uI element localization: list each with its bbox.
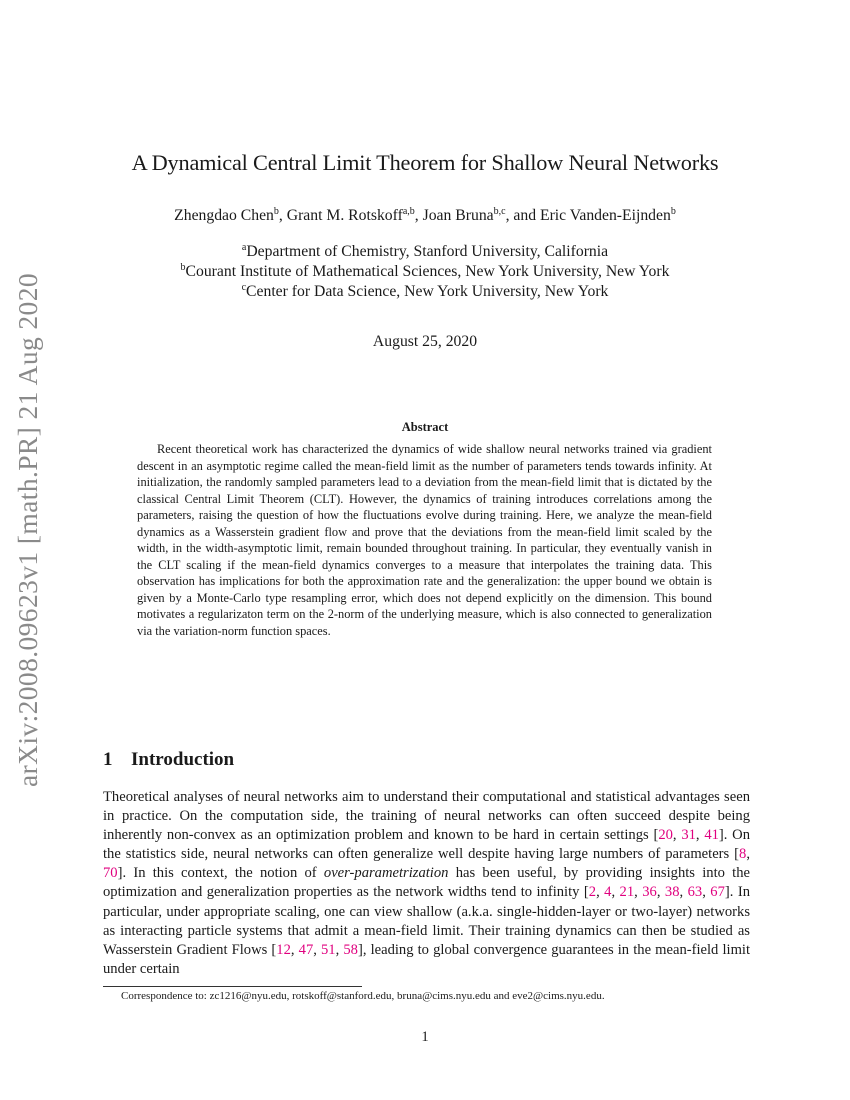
citation-link[interactable]: 8 [739, 846, 747, 863]
citation-link[interactable]: 4 [604, 884, 612, 901]
citation-link[interactable]: 2 [588, 884, 597, 901]
author-name: Zhengdao Chen [174, 207, 274, 224]
author-name: Joan Bruna [422, 207, 494, 224]
author-affiliation-mark: b,c [493, 206, 506, 217]
citation-link[interactable]: 31 [681, 827, 696, 844]
footnote: Correspondence to: zc1216@nyu.edu, rotskoff@stanford.edu, bruna@cims.nyu.edu and eve2@cims.nyu.edu. [121, 990, 605, 1002]
arxiv-stamp: arXiv:2008.09623v1 [math.PR] 21 Aug 2020 [12, 272, 43, 788]
footnote-divider [103, 986, 362, 987]
citation-link[interactable]: 21 [619, 884, 635, 901]
author-affiliation-mark: b [670, 206, 676, 217]
author-affiliation-mark: a,b [402, 206, 415, 217]
section-title: Introduction [131, 749, 235, 770]
citation-link[interactable]: 36 [642, 884, 657, 901]
paper-title: A Dynamical Central Limit Theorem for Shallow Neural Networks [131, 150, 719, 175]
citation-link[interactable]: 41 [704, 827, 719, 844]
publication-date: August 25, 2020 [372, 333, 478, 350]
affiliation: $^a$Department of Chemistry, Stanford University, California [241, 242, 609, 260]
abstract-text: Recent theoretical work has characterized the dynamics of wide shallow neural networks trained via gradient descent in an asymptotic regime called the mean-field limit as the number of parameters tends towards infinity. At initialization, the randomly sampled parameters lead to a deviation from the mean-field limit that is dictated by the classical Central Limit Theorem (CLT). However, the dynamics of training introduces correlations among the parameters, raising the question of how the fluctuations evolve during training. Here, we analyze the mean-field dynamics as a Wasserstein gradient flow and prove that the deviations from the mean-field limit scaled by the width, in the width-asymptotic limit, remain bounded throughout training. In particular, they eventually vanish in the CLT scaling if the mean-field dynamics converges to a measure that interpolates the training data. This observation has implications for both the approximation rate and the generalization: the upper bound we obtain is given by a Monte-Carlo type resampling error, which does not depend explicitly on the dimension. This bound motivates a regularizaton term on the 2-norm of the underlying measure, which is also connected to generalization via the variation-norm function spaces. [137, 442, 712, 638]
citation-link[interactable]: 47 [298, 941, 314, 958]
author-name: Grant M. Rotskoff [286, 207, 403, 224]
page-number: 1 [421, 1029, 429, 1045]
citation-link[interactable]: 58 [343, 941, 358, 958]
affiliation: $^b$Courant Institute of Mathematical Sciences, New York University, New York [180, 262, 670, 280]
citation-link[interactable]: 12 [276, 941, 291, 958]
introduction-paragraph: Theoretical analyses of neural networks aim to understand their computational and statistical advantages seen in practice. On the computation side, the training of neural networks can often succeed despite being inherently non-convex as an optimization problem and known to be hard in certain settings [20, 31, 41]. On the statistics side, neural networks can often generalize well despite having large numbers of parameters [8, 70]. In this context, the notion of over-parametrization has been useful, by providing insights into the optimization and generalization properties as the network widths tend to infinity [2, 4, 21, 36, 38, 63, 67]. In particular, under appropriate scaling, one can view shallow (a.k.a. single-hidden-layer or two-layer) networks as interacting particle systems that admit a mean-field limit. Their training dynamics can then be studied as Wasserstein Gradient Flows [12, 47, 51, 58], leading to global convergence guarantees in the mean-field limit under certain [103, 789, 751, 977]
citation-link[interactable]: 63 [687, 884, 703, 901]
author-name: Eric Vanden-Eijnden [540, 207, 671, 224]
citation-link[interactable]: 67 [710, 884, 725, 901]
emphasized-term: over-parametrization [323, 865, 449, 882]
citation-link[interactable]: 38 [664, 884, 680, 901]
section-number: 1 [103, 749, 113, 770]
abstract-heading: Abstract [401, 420, 449, 434]
section-heading [103, 749, 234, 771]
citation-link[interactable]: 70 [103, 865, 118, 882]
author-affiliation-mark: b [273, 206, 279, 217]
affiliation: $^c$Center for Data Science, New York University, New York [241, 282, 609, 300]
author-list: Zhengdao Chen$^b$, Grant M. Rotskoff$^{a,b}$, Joan Bruna$^{b,c}$, and Eric Vanden-Eijnden$^b$ [174, 206, 676, 224]
citation-link[interactable]: 51 [321, 941, 336, 958]
citation-link[interactable]: 20 [658, 827, 673, 844]
